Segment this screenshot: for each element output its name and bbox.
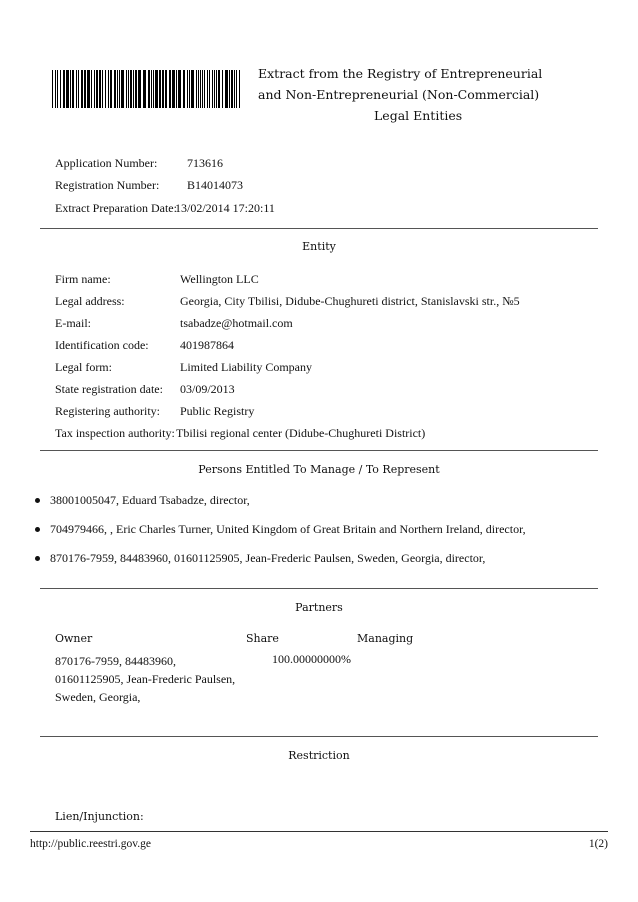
owner-line: Sweden, Georgia, (55, 690, 141, 704)
barcode-bar (121, 70, 124, 108)
barcode-bar (207, 70, 208, 108)
barcode-bar (189, 70, 190, 108)
barcode-bar (172, 70, 175, 108)
persons-section-title: Persons Entitled To Manage / To Represent (198, 463, 440, 476)
barcode-bar (55, 70, 56, 108)
entity-label: State registration date: (55, 382, 163, 396)
barcode-bar (78, 70, 79, 108)
page-number: 1(2) (588, 838, 608, 850)
barcode-bar (126, 70, 127, 108)
barcode-bar (57, 70, 58, 108)
barcode-bar (119, 70, 120, 108)
barcode-bar (162, 70, 164, 108)
restriction-section-title: Restriction (288, 749, 350, 762)
barcode-bar (91, 70, 92, 108)
owner-line: 870176-7959, 84483960, (55, 654, 176, 668)
managing-column-header: Managing (357, 632, 414, 645)
barcode-bar (130, 70, 132, 108)
barcode-bar (222, 70, 223, 108)
owner-line: 01601125905, Jean-Frederic Paulsen, (55, 672, 236, 686)
entity-label: Legal address: (55, 294, 125, 308)
barcode-bar (155, 70, 158, 108)
partners-section-title: Partners (295, 601, 343, 614)
entity-value: Georgia, City Tbilisi, Didube-Chughureti district, Stanislavski str., №5 (180, 294, 520, 308)
divider (40, 228, 598, 229)
entity-section-title: Entity (302, 240, 336, 253)
prep-date-label: Extract Preparation Date: (55, 201, 177, 215)
barcode-bar (196, 70, 197, 108)
barcode-bar (143, 70, 146, 108)
partner-owner-cell (55, 652, 255, 706)
barcode-bar (60, 70, 61, 108)
bullet-icon (35, 498, 40, 503)
barcode-bar (209, 70, 210, 108)
barcode-bar (76, 70, 77, 108)
barcode-bar (151, 70, 152, 108)
barcode-bar (204, 70, 205, 108)
barcode-bar (70, 70, 71, 108)
barcode-bar (52, 70, 53, 108)
barcode-bar (198, 70, 199, 108)
divider (40, 450, 598, 451)
entity-value: 03/09/2013 (180, 382, 235, 396)
barcode-bar (148, 70, 150, 108)
barcode-bar (236, 70, 237, 108)
entity-label: Registering authority: (55, 404, 160, 418)
barcode-bar (229, 70, 230, 108)
barcode-bar (159, 70, 161, 108)
barcode-bar (191, 70, 194, 108)
app-number-value: 713616 (187, 156, 223, 170)
entity-value: Limited Liability Company (180, 360, 312, 374)
entity-value: 401987864 (180, 338, 234, 352)
document-title (258, 63, 570, 126)
list-item: 870176-7959, 84483960, 01601125905, Jean-Frederic Paulsen, Sweden, Georgia, director, (35, 551, 485, 566)
barcode-bar (178, 70, 181, 108)
barcode-bar (135, 70, 137, 108)
entity-label: Identification code: (55, 338, 149, 352)
barcode-bar (200, 70, 201, 108)
reg-number-label: Registration Number: (55, 178, 160, 192)
barcode-bar (153, 70, 154, 108)
barcode-bar (212, 70, 213, 108)
share-column-header: Share (246, 632, 279, 645)
barcode-bar (165, 70, 167, 108)
barcode-bar (114, 70, 116, 108)
app-number-label: Application Number: (55, 156, 158, 170)
bullet-icon (35, 527, 40, 532)
list-item: 38001005047, Eduard Tsabadze, director, (35, 493, 250, 508)
owner-column-header: Owner (55, 632, 93, 645)
barcode-bar (214, 70, 215, 108)
footer-divider (30, 831, 608, 832)
barcode-bar (94, 70, 95, 108)
barcode-bar (87, 70, 90, 108)
barcode-bar (216, 70, 217, 108)
barcode-bar (105, 70, 106, 108)
barcode-bar (81, 70, 83, 108)
barcode-bar (133, 70, 134, 108)
title-line-2: and Non-Entrepreneurial (Non-Commercial) (258, 87, 540, 102)
entity-value: Public Registry (180, 404, 255, 418)
divider (40, 736, 598, 737)
barcode-bar (231, 70, 233, 108)
barcode-bar (110, 70, 112, 108)
barcode-bar (187, 70, 188, 108)
barcode-bar (84, 70, 86, 108)
barcode-bar (63, 70, 65, 108)
barcode-bar (239, 70, 240, 108)
barcode-bar (128, 70, 129, 108)
barcode-bar (225, 70, 228, 108)
partner-share-cell: 100.00000000% (272, 652, 351, 666)
barcode-bar (169, 70, 171, 108)
title-line-3: Legal Entities (374, 108, 463, 123)
barcode-bar (183, 70, 185, 108)
barcode-bar (66, 70, 69, 108)
entity-value: Wellington LLC (180, 272, 259, 286)
barcode-bar (99, 70, 101, 108)
barcode (52, 70, 242, 108)
entity-label: Firm name: (55, 272, 111, 286)
lien-injunction-label: Lien/Injunction: (55, 810, 144, 823)
entity-value: Tbilisi regional center (Didube-Chughureti District) (176, 426, 426, 440)
barcode-bar (108, 70, 109, 108)
barcode-bar (202, 70, 203, 108)
reg-number-value: B14014073 (187, 178, 244, 192)
entity-label: Legal form: (55, 360, 112, 374)
entity-label: E-mail: (55, 316, 91, 330)
bullet-icon (35, 556, 40, 561)
barcode-bar (72, 70, 74, 108)
entity-label: Tax inspection authority: (55, 426, 175, 440)
footer-url-link[interactable]: http://public.reestri.gov.ge (30, 838, 151, 850)
entity-value: tsabadze@hotmail.com (180, 316, 293, 330)
barcode-bar (102, 70, 103, 108)
barcode-bar (218, 70, 220, 108)
list-item: 704979466, , Eric Charles Turner, United Kingdom of Great Britain and Northern Ireland, director, (35, 522, 526, 537)
divider (40, 588, 598, 589)
barcode-bar (176, 70, 177, 108)
barcode-bar (96, 70, 98, 108)
barcode-bar (138, 70, 141, 108)
title-line-1: Extract from the Registry of Entrepreneurial (258, 66, 543, 81)
barcode-bar (234, 70, 235, 108)
barcode-bar (117, 70, 118, 108)
prep-date-value: 13/02/2014 17:20:11 (175, 201, 275, 215)
